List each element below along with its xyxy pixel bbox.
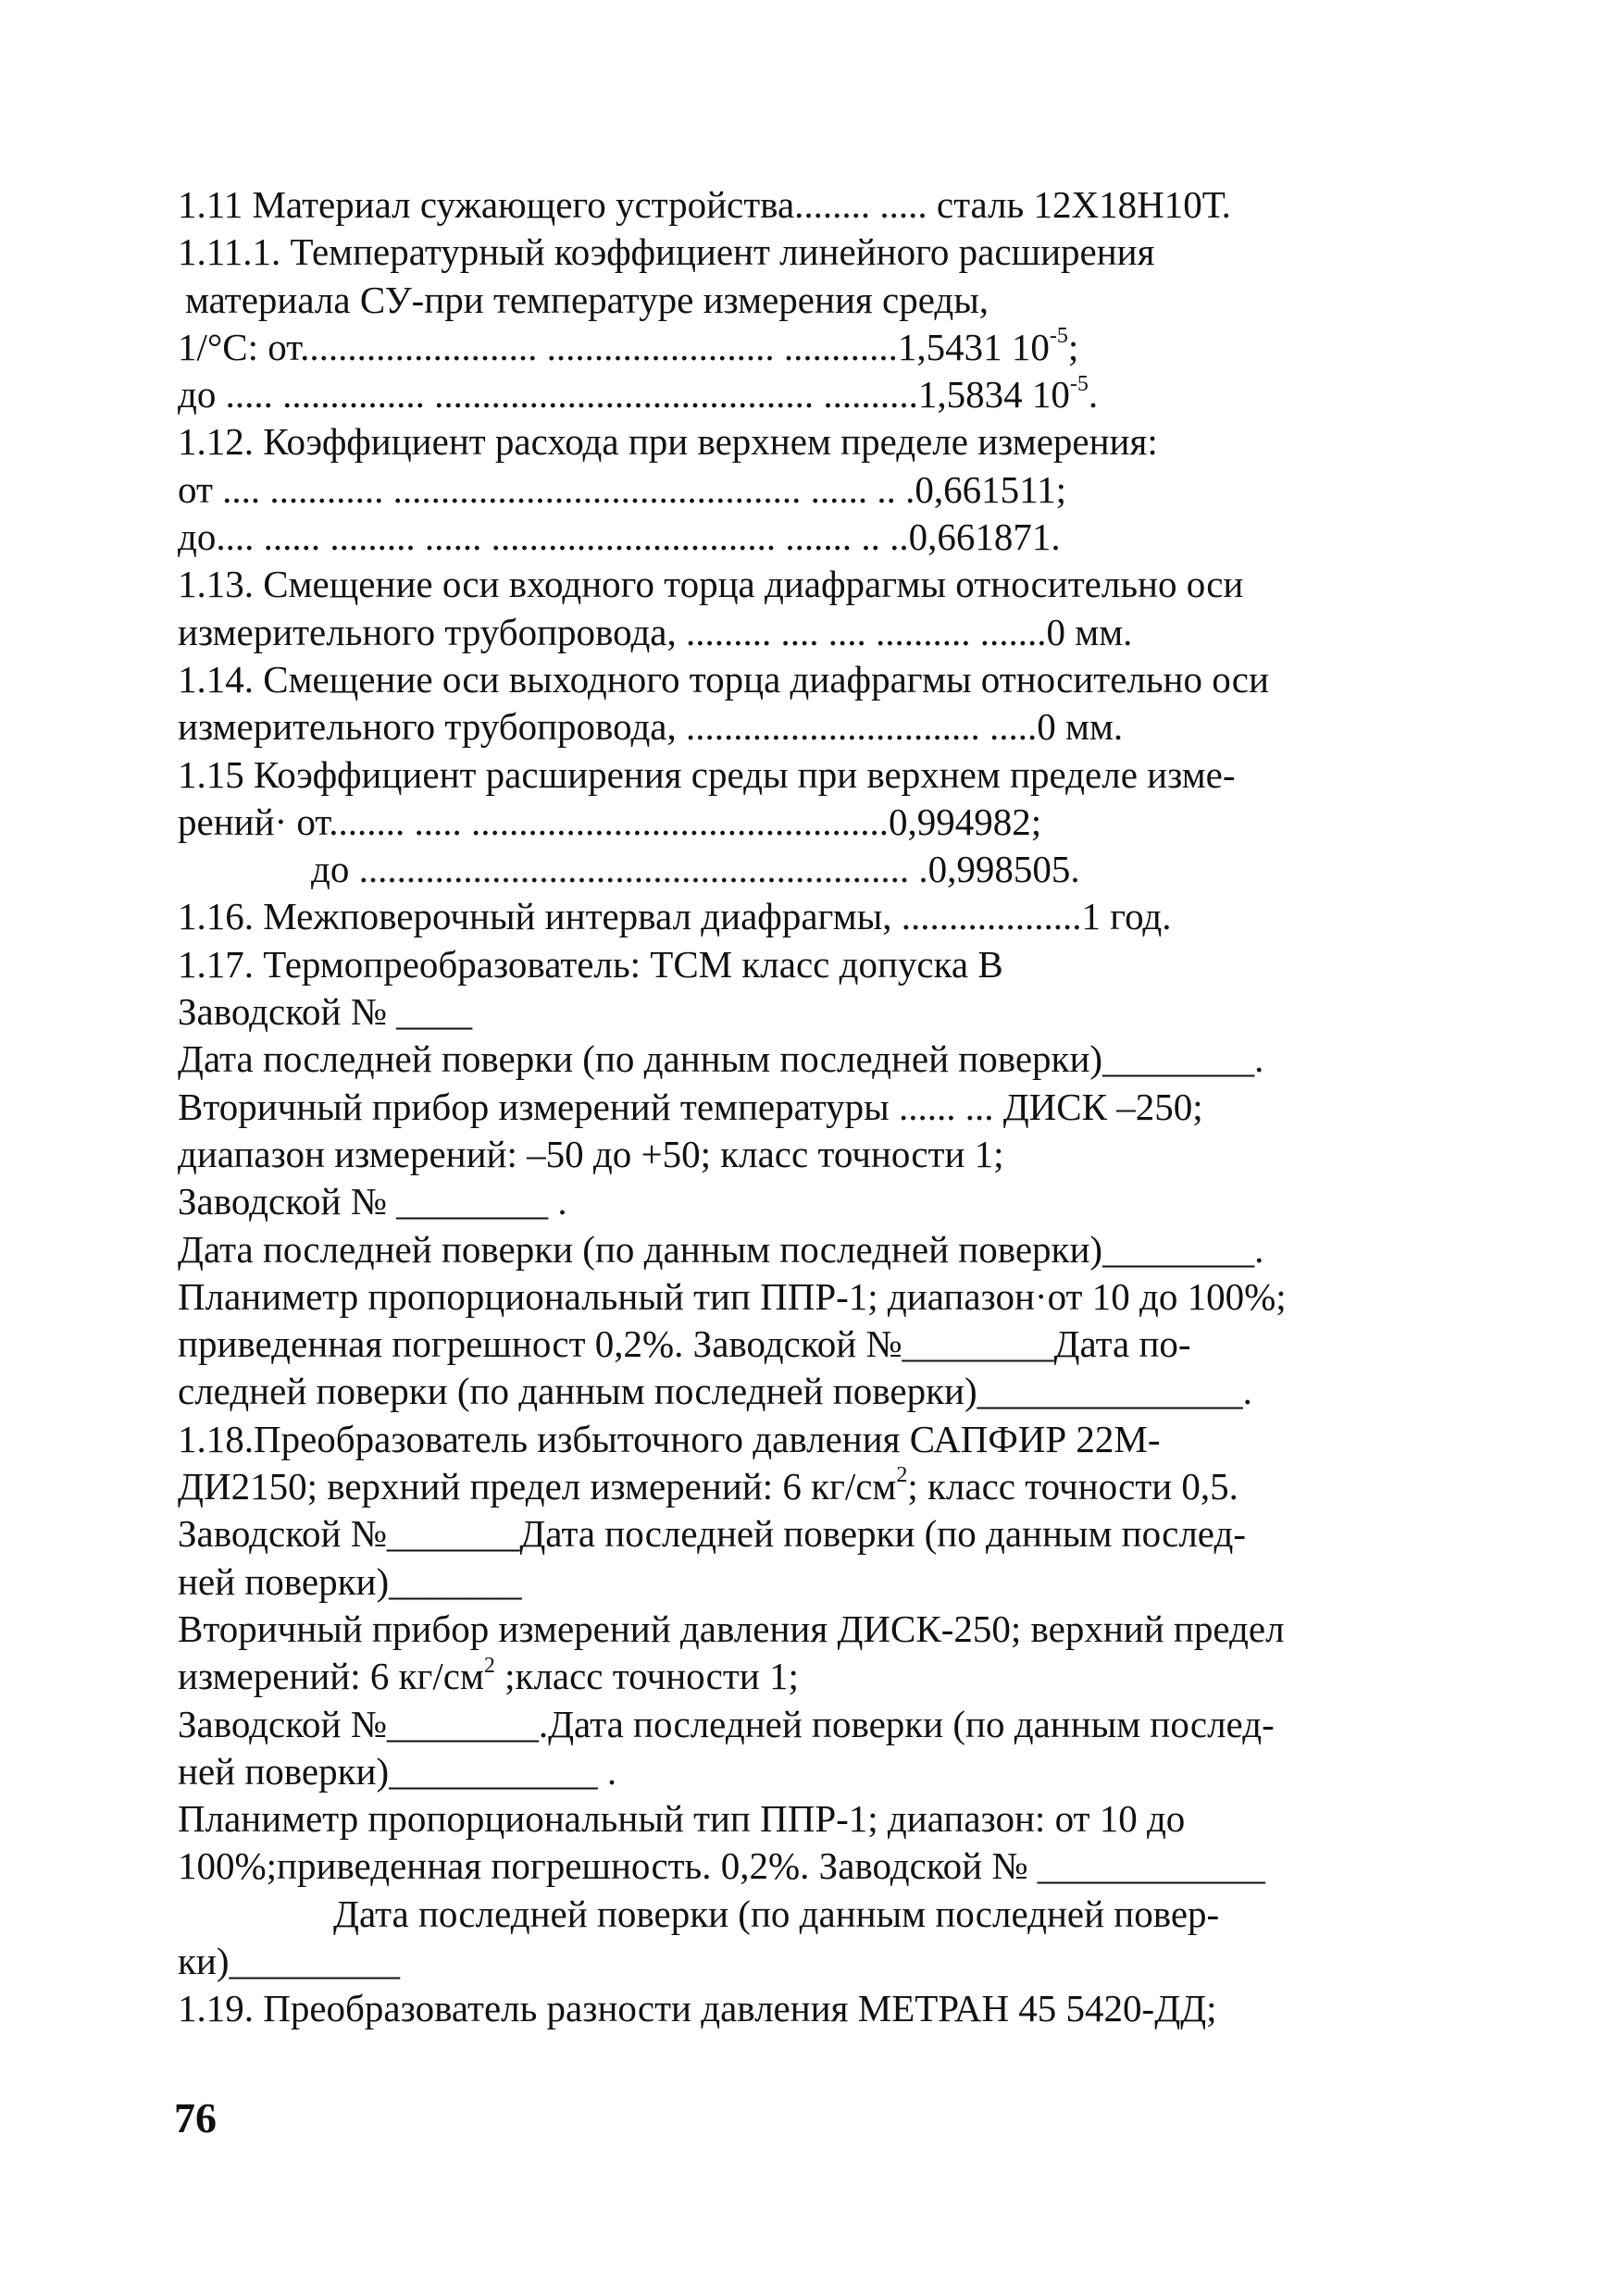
text-line-content: до.... ...... ......... ...... .............................. ....... .. ..0,661871. [178, 515, 1061, 559]
text-line-content: 1.11 Материал сужающего устройства........ ..... сталь 12Х18Н10Т. [178, 183, 1231, 226]
document-text [178, 181, 1455, 2033]
text-line [178, 1036, 1455, 1083]
text-line-content: измерительного трубопровода, ............................... .....0 мм. [178, 705, 1124, 749]
text-line [178, 1463, 1455, 1510]
text-line [178, 1416, 1455, 1463]
text-line [178, 418, 1455, 465]
text-line [178, 1748, 1455, 1795]
text-line-content: до ..... ............... ........................................ ..........1,5834 10 [178, 373, 1070, 416]
text-line-content: Вторичный прибор измерений давления ДИСК-250; верхний предел [178, 1607, 1285, 1650]
text-line [178, 1084, 1455, 1131]
text-line [178, 1985, 1455, 2032]
text-line [178, 846, 1455, 893]
text-line-content: Планиметр пропорциональный тип ППР-1; диапазон: от 10 до [178, 1797, 1186, 1841]
text-line [178, 181, 1455, 229]
superscript-exponent: -5 [1069, 371, 1089, 396]
text-line-content: Дата последней поверки (по данным последней поверки)________. [178, 1227, 1264, 1271]
text-line [178, 1131, 1455, 1178]
text-line [178, 1368, 1455, 1415]
text-line [178, 1606, 1455, 1653]
text-line [178, 229, 1455, 276]
text-line-content: 1.19. Преобразователь разности давления МЕТРАН 45 5420-ДД; [178, 1987, 1217, 2030]
text-line-content: 100%;приведенная погрешность. 0,2%. Заводской № ____________ [178, 1844, 1265, 1888]
text-line-content: 1.15 Коэффициент расширения среды при верхнем пределе изме- [178, 752, 1236, 796]
text-line-content: Дата последней поверки (по данным последней повер- [333, 1892, 1220, 1935]
superscript-exponent: 2 [896, 1463, 908, 1488]
text-line-content: следней поверки (по данным последней поверки)______________. [178, 1370, 1252, 1413]
superscript-exponent: -5 [1049, 324, 1068, 349]
text-line [178, 751, 1455, 799]
text-line [178, 1510, 1455, 1558]
text-line [178, 1226, 1455, 1273]
text-line [178, 799, 1455, 846]
text-line [178, 1558, 1455, 1606]
text-line [178, 1938, 1455, 1985]
text-line-content: ки)_________ [178, 1939, 401, 1982]
text-line-content: 1.12. Коэффициент расхода при верхнем пределе измерения: [178, 420, 1158, 464]
text-line [178, 1843, 1455, 1890]
text-line [178, 1891, 1455, 1938]
text-line-content: Планиметр пропорциональный тип ППР-1; диапазон·от 10 до 100%; [178, 1274, 1287, 1318]
text-line [178, 1273, 1455, 1321]
text-line-content: рений· от........ ..... ............................................0,994982; [178, 800, 1042, 843]
text-line-content: от .... ............ ........................................... ...... .. .0,661511; [178, 467, 1066, 511]
text-line-content: приведенная погрешност 0,2%. Заводской №________Дата по- [178, 1322, 1191, 1366]
text-line [178, 561, 1455, 608]
text-line-tail: ; [1067, 325, 1079, 368]
text-line-content: материала СУ-при температуре измерения среды, [185, 278, 989, 321]
text-line [178, 1795, 1455, 1843]
text-line-tail: . [1088, 373, 1099, 416]
text-line [178, 656, 1455, 703]
text-line [178, 988, 1455, 1036]
text-line-content: 1.17. Термопреобразователь: ТСМ класс допуска В [178, 942, 1003, 986]
text-line [178, 1701, 1455, 1748]
text-line-content: Дата последней поверки (по данным последней поверки)________. [178, 1037, 1264, 1081]
text-line-content: Вторичный прибор измерений температуры ...... ... ДИСК –250; [178, 1085, 1203, 1128]
text-line [178, 466, 1455, 514]
text-line-content: ДИ2150; верхний предел измерений: 6 кг/см [178, 1465, 897, 1508]
text-line-content: 1.18.Преобразователь избыточного давления САПФИР 22М- [178, 1417, 1161, 1460]
text-line-content: 1.11.1. Температурный коэффициент линейного расширения [178, 230, 1155, 274]
text-line [178, 703, 1455, 751]
text-line [178, 609, 1455, 656]
text-line-content: Заводской № ____ [178, 990, 473, 1034]
text-line-content: до .......................................................... .0,998505. [311, 848, 1080, 891]
text-line-content: Заводской № ________ . [178, 1180, 567, 1223]
text-line [178, 277, 1455, 324]
text-line [178, 1178, 1455, 1225]
text-line-tail: ;класс точности 1; [494, 1655, 799, 1698]
text-line-content: диапазон измерений: –50 до +50; класс точности 1; [178, 1132, 1004, 1175]
text-line [178, 324, 1455, 371]
text-line-content: измерений: 6 кг/см [178, 1655, 484, 1698]
superscript-exponent: 2 [483, 1653, 495, 1678]
text-line-content: измерительного трубопровода, ......... .... .... .......... .......0 мм. [178, 610, 1133, 653]
text-line-content: 1.13. Смещение оси входного торца диафрагмы относительно оси [178, 563, 1244, 606]
text-line-content: Заводской №_______Дата последней поверки (по данным послед- [178, 1512, 1246, 1556]
text-line [178, 371, 1455, 418]
text-line-content: ней поверки)___________ . [178, 1749, 617, 1793]
text-line [178, 514, 1455, 561]
text-line [178, 941, 1455, 988]
text-line-tail: ; класс точности 0,5. [907, 1465, 1238, 1508]
page-number: 76 [174, 2094, 217, 2141]
text-line-content: 1/°С: от......................... ........................ ............1,5431 10 [178, 325, 1050, 368]
text-line-content: 1.14. Смещение оси выходного торца диафрагмы относительно оси [178, 657, 1269, 701]
text-line [178, 1321, 1455, 1368]
text-line-content: ней поверки)_______ [178, 1559, 522, 1603]
text-line [178, 893, 1455, 940]
text-line-content: Заводской №________.Дата последней поверки (по данным послед- [178, 1702, 1275, 1745]
text-line-content: 1.16. Межповерочный интервал диафрагмы, ...................1 год. [178, 895, 1172, 938]
text-line [178, 1653, 1455, 1700]
